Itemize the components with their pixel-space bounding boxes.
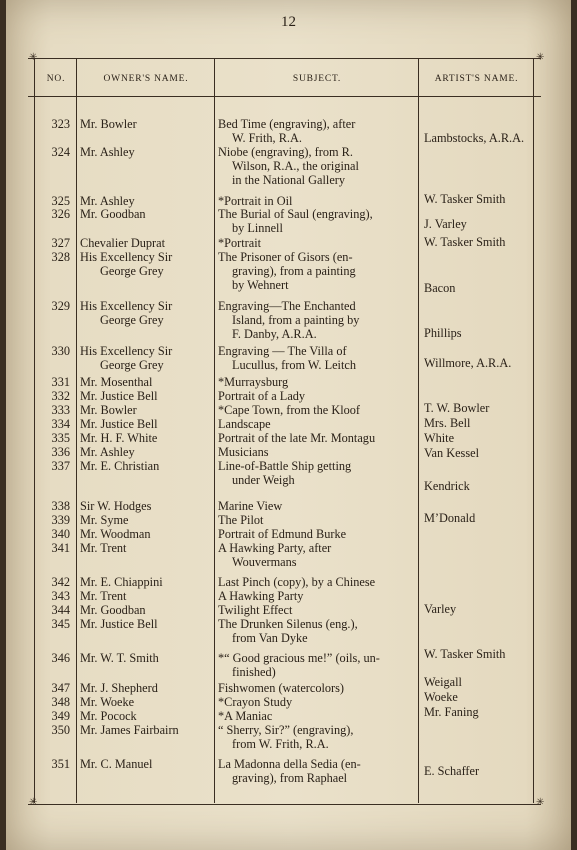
subject-text: Lucullus, from W. Leitch xyxy=(232,358,356,372)
owner-name: Mr. Ashley xyxy=(80,445,135,459)
subject-text: “ Sherry, Sir?” (engraving), xyxy=(218,723,354,737)
column-divider xyxy=(418,58,419,803)
corner-ornament-icon: ✳ xyxy=(29,797,38,808)
artist-name: Weigall xyxy=(424,675,462,689)
artist-name: M’Donald xyxy=(424,511,476,525)
entry-number: 349 xyxy=(51,709,70,723)
entry-number: 331 xyxy=(51,375,70,389)
artist-name: W. Tasker Smith xyxy=(424,192,506,206)
subject-text: *Portrait in Oil xyxy=(218,194,293,208)
artist-name: E. Schaffer xyxy=(424,764,480,778)
entry-number: 335 xyxy=(51,431,70,445)
owner-name: Mr. C. Manuel xyxy=(80,757,153,771)
entry-number: 333 xyxy=(51,403,70,417)
header-owner: OWNER'S NAME. xyxy=(103,74,189,84)
owner-name: Mr. Ashley xyxy=(80,194,135,208)
header-subject: SUBJECT. xyxy=(292,74,342,84)
subject-text: Engraving — The Villa of xyxy=(218,344,347,358)
corner-ornament-icon: ✳ xyxy=(536,797,545,808)
owner-name: George Grey xyxy=(100,358,164,372)
subject-text: from W. Frith, R.A. xyxy=(232,737,329,751)
entry-number: 347 xyxy=(51,681,70,695)
subject-text: The Pilot xyxy=(218,513,264,527)
artist-name: Woeke xyxy=(424,690,458,704)
artist-name: Varley xyxy=(424,602,457,616)
subject-text: Wouvermans xyxy=(232,555,297,569)
header-no: NO. xyxy=(46,74,66,84)
subject-text: in the National Gallery xyxy=(232,173,346,187)
owner-name: George Grey xyxy=(100,313,164,327)
artist-name: W. Tasker Smith xyxy=(424,235,506,249)
artist-name: Mr. Faning xyxy=(424,705,479,719)
artist-name: White xyxy=(424,431,455,445)
owner-name: Mr. Justice Bell xyxy=(80,389,158,403)
corner-ornament-icon: ✳ xyxy=(536,52,545,63)
subject-text: Twilight Effect xyxy=(218,603,293,617)
subject-text: *Cape Town, from the Kloof xyxy=(218,403,361,417)
artist-name: Mrs. Bell xyxy=(424,416,471,430)
subject-text: *Murraysburg xyxy=(218,375,289,389)
subject-text: by Wehnert xyxy=(232,278,289,292)
subject-text: Portrait of the late Mr. Montagu xyxy=(218,431,376,445)
owner-name: Mr. Goodban xyxy=(80,603,146,617)
artist-name: Bacon xyxy=(424,281,456,295)
entry-number: 351 xyxy=(51,757,70,771)
artist-name: Van Kessel xyxy=(424,446,479,460)
corner-ornament-icon: ✳ xyxy=(29,52,38,63)
subject-text: Fishwomen (watercolors) xyxy=(218,681,345,695)
entry-number: 323 xyxy=(51,117,70,131)
owner-name: Mr. Trent xyxy=(80,541,127,555)
artist-name: Kendrick xyxy=(424,479,470,493)
header-rule xyxy=(28,96,541,97)
subject-text: finished) xyxy=(232,665,276,679)
subject-text: The Drunken Silenus (eng.), xyxy=(218,617,358,631)
owner-name: Mr. Woodman xyxy=(80,527,151,541)
entry-number: 330 xyxy=(51,344,70,358)
artist-name: Willmore, A.R.A. xyxy=(424,356,512,370)
subject-text: Line-of-Battle Ship getting xyxy=(218,459,352,473)
entry-number: 328 xyxy=(51,250,70,264)
owner-name: Chevalier Duprat xyxy=(80,236,166,250)
entry-number: 344 xyxy=(51,603,70,617)
subject-text: *“ Good gracious me!” (oils, un- xyxy=(218,651,380,665)
subject-text: Last Pinch (copy), by a Chinese xyxy=(218,575,376,589)
subject-text: Engraving—The Enchanted xyxy=(218,299,356,313)
owner-name: His Excellency Sir xyxy=(80,299,173,313)
entry-number: 338 xyxy=(51,499,70,513)
entry-number: 342 xyxy=(51,575,70,589)
subject-text: The Prisoner of Gisors (en- xyxy=(218,250,353,264)
subject-text: *Portrait xyxy=(218,236,262,250)
owner-name: Mr. E. Christian xyxy=(80,459,160,473)
owner-name: Mr. Trent xyxy=(80,589,127,603)
subject-text: *Crayon Study xyxy=(218,695,293,709)
subject-text: Island, from a painting by xyxy=(232,313,360,327)
subject-text: Bed Time (engraving), after xyxy=(218,117,356,131)
entry-number: 340 xyxy=(51,527,70,541)
entry-number: 337 xyxy=(51,459,70,473)
owner-name: His Excellency Sir xyxy=(80,344,173,358)
owner-name: His Excellency Sir xyxy=(80,250,173,264)
owner-name: Mr. E. Chiappini xyxy=(80,575,163,589)
owner-name: Mr. Ashley xyxy=(80,145,135,159)
subject-text: La Madonna della Sedia (en- xyxy=(218,757,361,771)
entry-number: 341 xyxy=(51,541,70,555)
subject-text: F. Danby, A.R.A. xyxy=(232,327,317,341)
subject-text: *A Maniac xyxy=(218,709,273,723)
entry-number: 327 xyxy=(51,236,70,250)
entry-number: 346 xyxy=(51,651,70,665)
subject-text: Portrait of a Lady xyxy=(218,389,306,403)
column-divider xyxy=(214,58,215,803)
subject-text: Wilson, R.A., the original xyxy=(232,159,359,173)
owner-name: Mr. Woeke xyxy=(80,695,135,709)
owner-name: Mr. Justice Bell xyxy=(80,617,158,631)
artist-name: Lambstocks, A.R.A. xyxy=(424,131,525,145)
artist-name: J. Varley xyxy=(424,217,467,231)
owner-name: Mr. Syme xyxy=(80,513,129,527)
entry-number: 339 xyxy=(51,513,70,527)
entry-number: 332 xyxy=(51,389,70,403)
subject-text: by Linnell xyxy=(232,221,283,235)
owner-name: Mr. Pocock xyxy=(80,709,137,723)
entry-number: 334 xyxy=(51,417,70,431)
header-artist: ARTIST'S NAME. xyxy=(434,74,519,84)
subject-text: The Burial of Saul (engraving), xyxy=(218,207,373,221)
entry-number: 326 xyxy=(51,207,70,221)
page-number: 12 xyxy=(281,14,296,30)
artist-name: W. Tasker Smith xyxy=(424,647,506,661)
owner-name: Mr. Justice Bell xyxy=(80,417,158,431)
column-divider xyxy=(76,58,77,803)
column-divider xyxy=(533,58,534,803)
subject-text: Musicians xyxy=(218,445,269,459)
owner-name: Mr. J. Shepherd xyxy=(80,681,158,695)
owner-name: George Grey xyxy=(100,264,164,278)
entry-number: 336 xyxy=(51,445,70,459)
owner-name: Mr. Bowler xyxy=(80,403,137,417)
owner-name: Mr. W. T. Smith xyxy=(80,651,159,665)
owner-name: Sir W. Hodges xyxy=(80,499,152,513)
entry-number: 325 xyxy=(51,194,70,208)
entry-number: 329 xyxy=(51,299,70,313)
artist-name: T. W. Bowler xyxy=(424,401,490,415)
subject-text: Marine View xyxy=(218,499,283,513)
subject-text: A Hawking Party, after xyxy=(218,541,332,555)
owner-name: Mr. James Fairbairn xyxy=(80,723,179,737)
entry-number: 350 xyxy=(51,723,70,737)
subject-text: Portrait of Edmund Burke xyxy=(218,527,347,541)
owner-name: Mr. Goodban xyxy=(80,207,146,221)
entry-number: 343 xyxy=(51,589,70,603)
entry-number: 348 xyxy=(51,695,70,709)
artist-name: Phillips xyxy=(424,326,462,340)
column-divider xyxy=(34,58,35,803)
owner-name: Mr. H. F. White xyxy=(80,431,158,445)
subject-text: graving), from a painting xyxy=(232,264,356,278)
subject-text: from Van Dyke xyxy=(232,631,308,645)
owner-name: Mr. Mosenthal xyxy=(80,375,153,389)
subject-text: Niobe (engraving), from R. xyxy=(218,145,353,159)
subject-text: graving), from Raphael xyxy=(232,771,348,785)
entry-number: 345 xyxy=(51,617,70,631)
owner-name: Mr. Bowler xyxy=(80,117,137,131)
subject-text: Landscape xyxy=(218,417,271,431)
subject-text: W. Frith, R.A. xyxy=(232,131,302,145)
subject-text: under Weigh xyxy=(232,473,295,487)
subject-text: A Hawking Party xyxy=(218,589,304,603)
entry-number: 324 xyxy=(51,145,70,159)
